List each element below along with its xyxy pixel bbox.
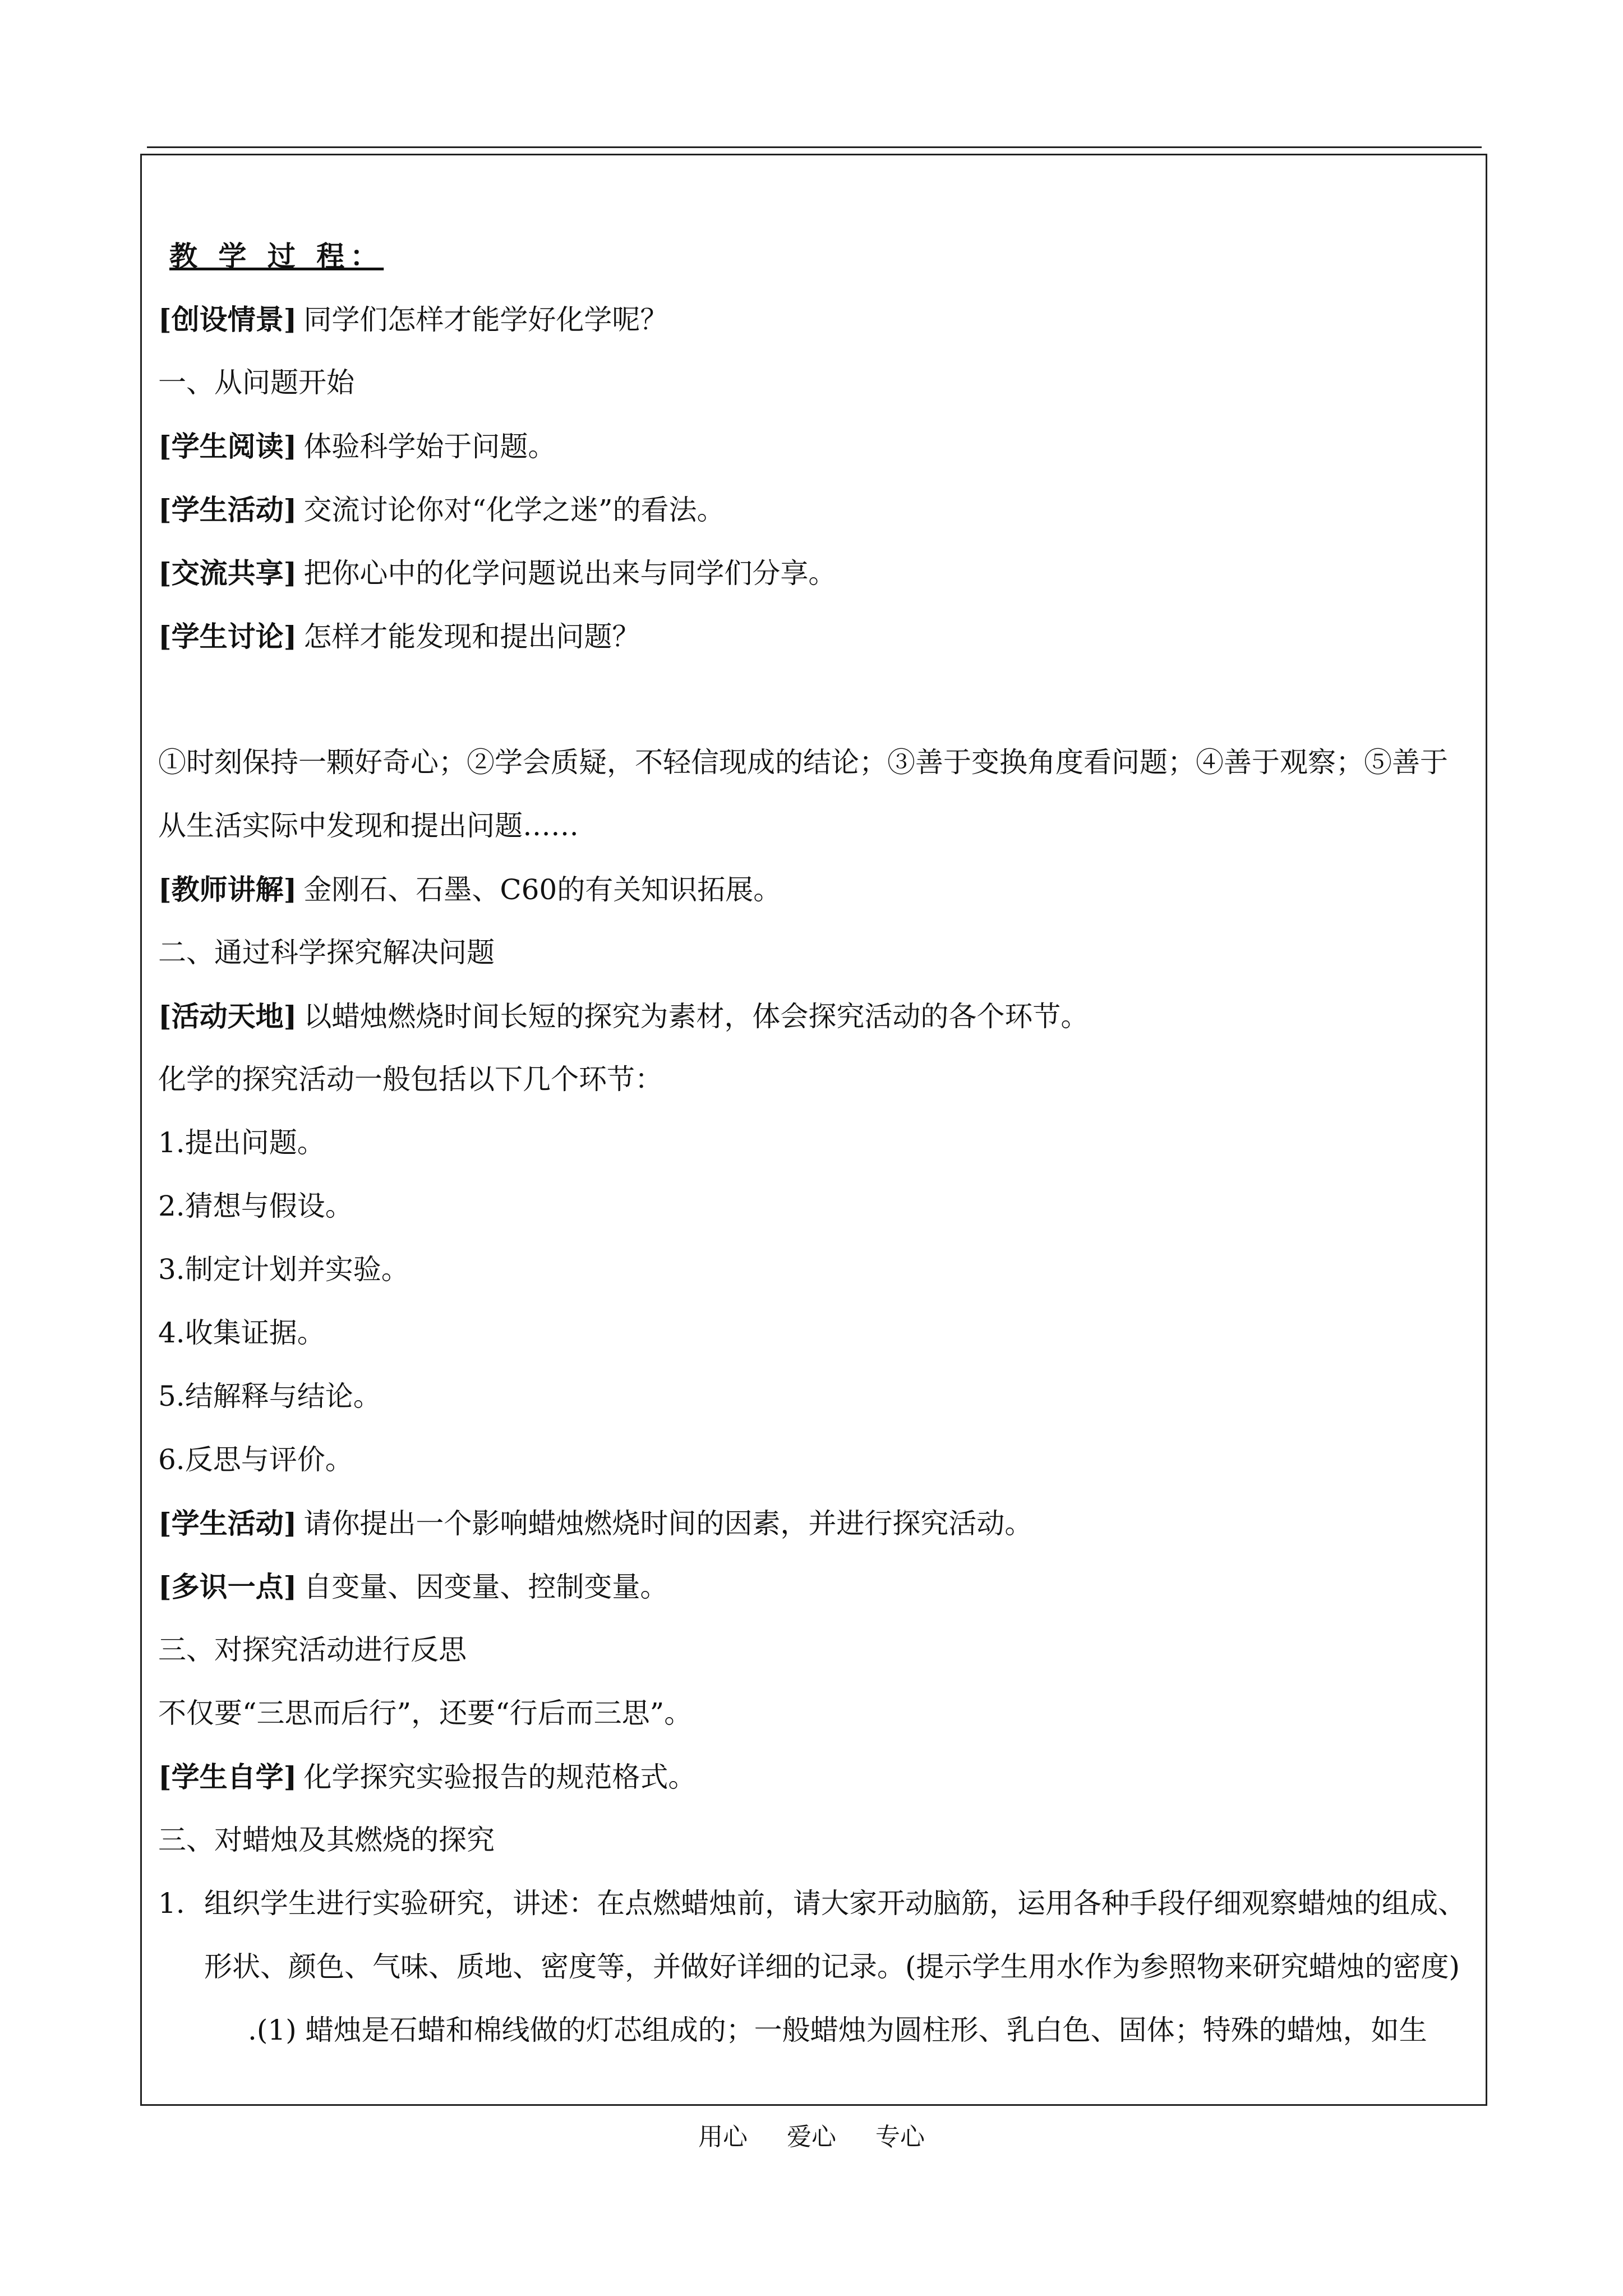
section-tag: [创设情景]	[158, 303, 297, 336]
line-text: 三、对探究活动进行反思	[158, 1634, 467, 1666]
section-tag: [学生自学]	[158, 1760, 297, 1793]
item-text: 组织学生进行实验研究，讲述：在点燃蜡烛前，请大家开动脑筋，运用各种手段仔细观察蜡烛的组成、	[204, 1887, 1466, 1920]
line-text: 交流讨论你对“化学之迷”的看法。	[303, 494, 725, 526]
section-tag: [教师讲解]	[158, 873, 297, 906]
tagged-line	[158, 1492, 1482, 1555]
line-text: 6.反思与评价。	[158, 1443, 353, 1476]
paragraph-line: 从生活实际中发现和提出问题……	[158, 809, 579, 842]
line-text: 1.提出问题。	[158, 1126, 325, 1159]
page-footer	[0, 2106, 1623, 2168]
tagged-line	[158, 605, 1482, 668]
line-text: 怎样才能发现和提出问题？	[303, 620, 640, 653]
text-line	[158, 921, 1482, 984]
line-text: 化学探究实验报告的规范格式。	[303, 1761, 697, 1793]
line-text: 三、对蜡烛及其燃烧的探究	[158, 1824, 495, 1856]
line-text: 二、通过科学探究解决问题	[158, 936, 495, 969]
text-line	[158, 1682, 1482, 1745]
line-text: 2.猜想与假设。	[158, 1190, 353, 1222]
tagged-line	[158, 415, 1482, 478]
line-text: 同学们怎样才能学好化学呢？	[303, 303, 668, 336]
text-line	[158, 1175, 1482, 1238]
text-line	[158, 1111, 1482, 1175]
tagged-line	[158, 858, 1482, 921]
section-tag: [学生活动]	[158, 1507, 297, 1540]
section-tag: [交流共享]	[158, 556, 297, 590]
lesson-content	[158, 224, 1482, 2062]
tagged-line	[158, 984, 1482, 1048]
sub-item: .(1) 蜡烛是石蜡和棉线做的灯芯组成的；一般蜡烛为圆柱形、乳白色、固体；特殊的蜡烛，如生	[248, 2014, 1427, 2046]
text-line	[158, 1618, 1482, 1682]
section-tag: [学生活动]	[158, 493, 297, 526]
tagged-line	[158, 1745, 1482, 1809]
section-tag: [活动天地]	[158, 1000, 297, 1033]
text-line	[158, 351, 1482, 415]
line-text: 把你心中的化学问题说出来与同学们分享。	[303, 557, 837, 590]
tagged-line	[158, 1555, 1482, 1618]
text-line	[158, 1301, 1482, 1365]
text-line	[158, 1428, 1482, 1492]
line-text: 一、从问题开始	[158, 366, 354, 399]
line-text: 不仅要“三思而后行”，还要“行后而三思”。	[158, 1697, 693, 1729]
section-heading: 教 学 过 程：	[169, 240, 384, 273]
text-line	[158, 1809, 1482, 1872]
lines-group-b	[158, 858, 1482, 1872]
line-text: 请你提出一个影响蜡烛燃烧时间的因素，并进行探究活动。	[303, 1507, 1033, 1540]
line-text: 体验科学始于问题。	[303, 430, 556, 463]
line-text: 自变量、因变量、控制变量。	[303, 1571, 668, 1603]
item-number: 1.	[158, 1887, 185, 1920]
footer-word: 专心	[875, 2123, 925, 2151]
footer-word: 爱心	[787, 2123, 836, 2151]
tagged-line	[158, 288, 1482, 351]
lines-group-a	[158, 288, 1482, 668]
section-tag: [学生阅读]	[158, 430, 297, 463]
line-text: 4.收集证据。	[158, 1317, 325, 1349]
line-text: 3.制定计划并实验。	[158, 1253, 409, 1286]
header-rule	[147, 146, 1482, 148]
text-line	[158, 1238, 1482, 1301]
line-text: 5.结解释与结论。	[158, 1380, 381, 1412]
blank-gap	[158, 668, 1482, 731]
section-tag: [多识一点]	[158, 1570, 297, 1603]
paragraph-line: ①时刻保持一颗好奇心；②学会质疑，不轻信现成的结论；③善于变换角度看问题；④善于观察；⑤善于	[158, 746, 1448, 779]
tagged-line	[158, 541, 1482, 605]
line-text: 以蜡烛燃烧时间长短的探究为素材，体会探究活动的各个环节。	[303, 1000, 1089, 1033]
section-tag: [学生讨论]	[158, 620, 297, 653]
footer-word: 用心	[698, 2123, 748, 2151]
line-text: 化学的探究活动一般包括以下几个环节：	[158, 1063, 663, 1096]
text-line	[158, 1048, 1482, 1111]
tagged-line	[158, 478, 1482, 541]
line-text: 金刚石、石墨、C60的有关知识拓展。	[303, 873, 782, 906]
numbered-item	[158, 1872, 1482, 1935]
item-text-continued: 形状、颜色、气味、质地、密度等，并做好详细的记录。(提示学生用水作为参照物来研究蜡烛的密度)	[204, 1950, 1460, 1983]
text-line	[158, 1365, 1482, 1428]
